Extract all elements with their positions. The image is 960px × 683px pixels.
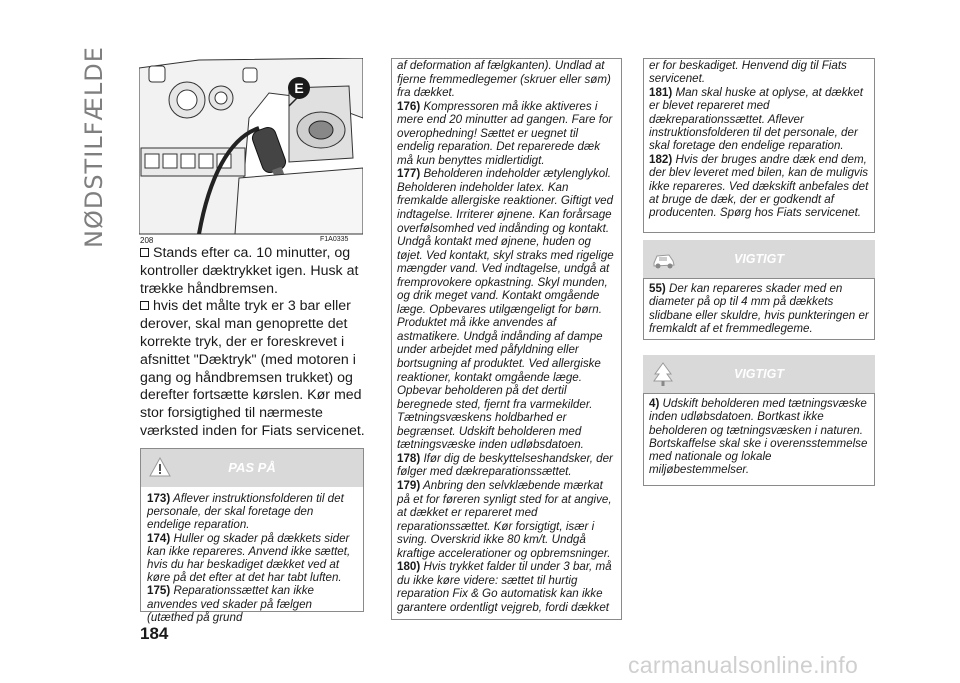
warning-continuation-column	[391, 58, 622, 620]
warning-item: er for beskadiget. Henvend dig til Fiats servicenet.	[649, 59, 847, 86]
figure-code: F1A0335	[320, 236, 349, 243]
square-bullet-icon	[140, 248, 149, 257]
paragraph: Stands efter ca. 10 minutter, og kontroller dæktrykket igen. Husk at trække håndbremsen.	[140, 245, 359, 297]
warning-item: 181) Man skal huske at oplyse, at dækket er blevet repareret med dækreparationssættet. Aflever instruktionsfolderen til det personale, der skal foretage den endelige reparation.	[649, 85, 863, 153]
warning-title: PAS PÅ	[228, 460, 276, 475]
important-item: 55) Der kan repareres skader med en diameter på op til 4 mm på dækkets slidbane eller skuldre, hvis punkteringen er fremkaldt af et fremmedlegeme.	[649, 282, 869, 335]
square-bullet-icon	[140, 301, 149, 310]
warning-item: 173) Aflever instruktionsfolderen til det personale, der skal foretage den endelige reparation.	[147, 492, 344, 532]
paragraph: hvis det målte tryk er 3 bar eller derover, skal man genoprette det korrekte tryk, der er foreskrevet i afsnittet "Dæktryk" (med motoren i gang og håndbremsen trukket) og derefter fortsætte kørslen. Kør med stor forsigtighed til nærmeste værksted inden for Fiats servicenet.	[140, 298, 365, 439]
warning-item: 176) Kompressoren må ikke aktiveres i mere end 20 minutter ad gangen. Fare for overophedning! Sættet er uegnet til endelig reparation. Det reparerede dæk må kun benyttes midlertidigt.	[397, 99, 613, 167]
warning-item: 178) Ifør dig de beskyttelseshandsker, der følger med dækreparationssættet.	[397, 451, 613, 479]
watermark: carmanualsonline.info	[628, 652, 859, 678]
warning-item: 175) Reparationssættet kan ikke anvendes ved skader på fælgen (utæthed på grund	[147, 584, 314, 624]
warning-item: 177) Beholderen indeholder ætylenglykol. Beholderen indeholder latex. Kan fremkalde allergiske reaktioner. Giftigt ved indtagelse. Irriterer øjnene. Kan forårsage overfølsomhed ved indånding og kontakt. Undgå kontakt med øjnene, huden og tøjet. Ved kontakt, skyl straks med rigelige mængder vand. Ved indtagelse, undgå at fremprovokere opkastning. Skyl munden, og drik meget vand. Kontakt omgående læge. Opbevares utilgængeligt for børn. Produktet må ikke anvendes af astmatikere. Undgå indånding af dampe under arbejdet med påfyldning eller bortsugning af produktet. Ved allergiske reaktioner, kontakt omgående læge. Opbevar beholderen på det dertil beregnede sted, fjernt fra varmekilder. Tætningsvæskens holdbarhed er begrænset. Udskift beholderen med tætningsvæske inden udløbsdatoen.	[397, 167, 614, 452]
important-title: VIGTIGT	[734, 367, 784, 381]
warning-item: 174) Huller og skader på dækkets sider kan ikke repareres. Anvend ikke sættet, hvis du har beskadiget dækket ved at køre på det efter at det har tabt luften.	[147, 531, 351, 585]
section-title: NØDSTILFÆLDE	[80, 46, 108, 248]
warning-header	[141, 449, 363, 487]
important-title: VIGTIGT	[734, 252, 784, 266]
figure-callout: E	[294, 80, 304, 96]
warning-item: 180) Hvis trykket falder til under 3 bar, må du ikke køre videre: sættet til hurtig reparation Fix & Go automatisk kan ikke garantere ordentligt vejgreb, fordi dækket	[397, 560, 612, 614]
warning-box	[140, 448, 364, 624]
warning-continuation-column-right	[643, 58, 875, 233]
warning-item: 179) Anbring den selvklæbende mærkat på et for føreren synligt sted for at angive, at dækket er repareret med reparationssættet. Kør forsigtigt, især i sving. Overskrid ikke 80 km/t. Undgå kraftige accelerationer og opbremsninger.	[397, 478, 612, 560]
page-number: 184	[140, 624, 169, 643]
important-header-environment	[643, 355, 875, 393]
dashboard-illustration	[139, 58, 363, 235]
important-item: 4) Udskift beholderen med tætningsvæske inden udløbsdatoen. Bortkast ikke beholderen og tætningsvæsken i naturen. Bortskaffelse skal ske i overensstemmelse med nationale og lokale miljøbestemmelser.	[649, 397, 868, 477]
figure-number: 208	[140, 236, 154, 245]
important-box	[643, 278, 875, 340]
important-box-environment	[643, 393, 875, 486]
warning-item: 182) Hvis der bruges andre dæk end dem, der blev leveret med bilen, kan de muligvis ikke repareres. Ved dækskift anbefales det at bruge de dæk, der er godkendt af producenten. Spørg hos Fiats servicenet.	[649, 152, 869, 220]
main-text	[140, 245, 368, 441]
important-header	[643, 240, 875, 278]
warning-item: af deformation af fælgkanten). Undlad at fjerne fremmedlegemer (skruer eller søm) fra dækket.	[397, 59, 611, 100]
